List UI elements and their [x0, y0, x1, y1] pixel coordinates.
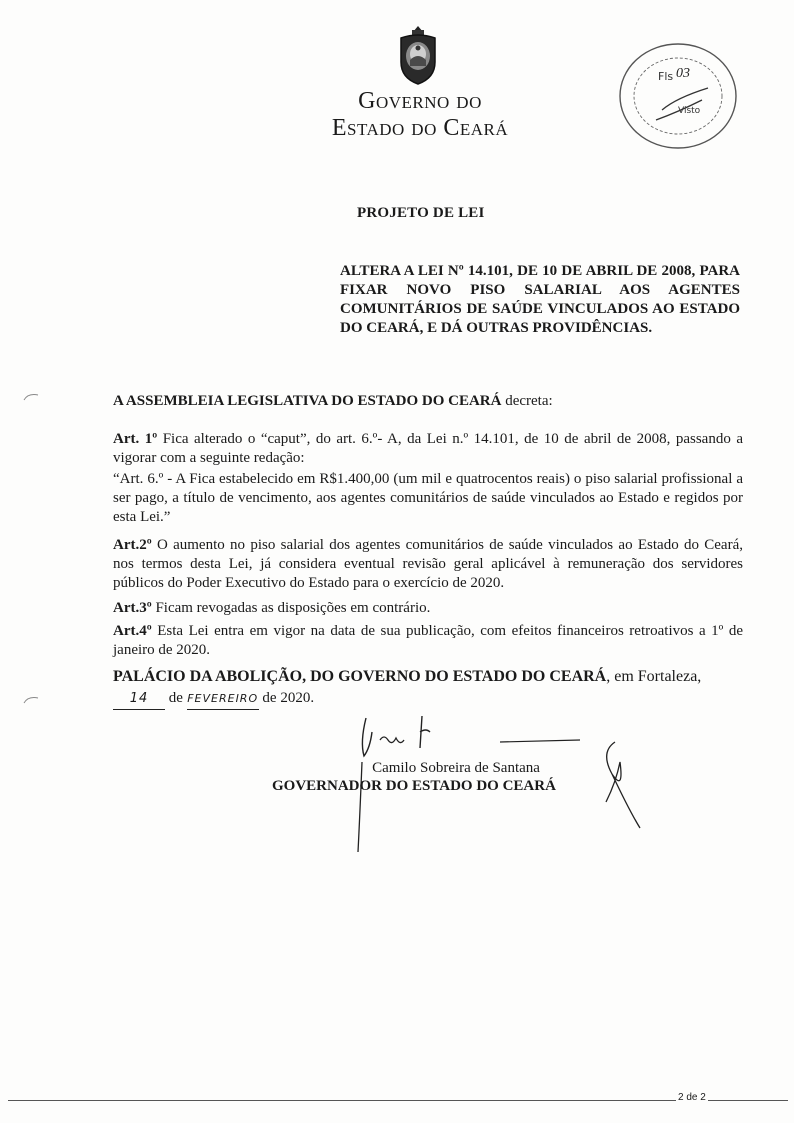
article-2-label: Art.2º: [113, 537, 152, 553]
article-1-label: Art. 1º: [113, 431, 158, 447]
government-title-line1: Governo do: [358, 88, 482, 114]
article-3: [113, 599, 743, 618]
article-1: [113, 430, 743, 468]
bill-heading: PROJETO DE LEI: [357, 205, 485, 221]
place-line: [113, 667, 743, 687]
date-year: de 2020.: [258, 690, 315, 706]
article-4: [113, 622, 743, 660]
stamp-fls-label: Fls: [658, 70, 674, 83]
article-4-text: Esta Lei entra em vigor na data de sua publicação, com efeitos financeiros retroativos a 1º de janeiro de 2020.: [113, 623, 743, 658]
article-4-label: Art.4º: [113, 623, 152, 639]
date-day-handwritten: 14: [113, 689, 165, 710]
stamp-fls-number: 03: [676, 66, 690, 81]
article-2: [113, 536, 743, 593]
page-number: 2 de 2: [678, 1092, 706, 1103]
article-3-text: Ficam revogadas as disposições em contrário.: [151, 600, 431, 616]
date-line: [113, 688, 513, 710]
protocol-stamp: [616, 40, 740, 152]
government-title: [300, 88, 540, 142]
place-line-rest: , em Fortaleza,: [606, 668, 702, 685]
enacting-clause: [113, 392, 743, 411]
government-title-line2: Estado do Ceará: [331, 114, 509, 141]
signatory-title: GOVERNADOR DO ESTADO DO CEARÁ: [272, 778, 556, 794]
enacting-clause-rest: decreta:: [501, 393, 553, 409]
margin-mark-icon: [22, 695, 40, 705]
margin-mark-icon: [22, 392, 40, 402]
article-2-text: O aumento no piso salarial dos agentes comunitários de saúde vinculados ao Estado do Ceará, nos termos desta Lei, já considera eventual revisão geral aplicável à remuneração dos servidores públicos do Poder Executivo do Estado para o exercício de 2020.: [113, 537, 743, 591]
footer-rule: [8, 1100, 788, 1101]
signatory-name: Camilo Sobreira de Santana: [372, 760, 540, 776]
article-1-text: Fica alterado o “caput”, do art. 6.º- A, da Lei n.º 14.101, de 10 de abril de 2008, passando a vigorar com a seguinte redação:: [113, 431, 743, 466]
state-coat-of-arms-icon: [395, 24, 441, 86]
date-month-handwritten: FEVEREIRO: [187, 689, 259, 710]
date-separator: de: [165, 690, 187, 706]
article-6a-quote: “Art. 6.º - A Fica estabelecido em R$1.400,00 (um mil e quatrocentos reais) o piso salarial profissional a ser pago, a título de vencimento, aos agentes comunitários de saúde vinculados ao Estado e regidos por esta Lei.”: [113, 471, 743, 525]
place-line-bold: PALÁCIO DA ABOLIÇÃO, DO GOVERNO DO ESTADO DO CEARÁ: [113, 668, 607, 685]
enacting-clause-bold: A ASSEMBLEIA LEGISLATIVA DO ESTADO DO CEARÁ: [113, 393, 502, 409]
article-3-label: Art.3º: [113, 600, 152, 616]
bill-summary: ALTERA A LEI Nº 14.101, DE 10 DE ABRIL DE 2008, PARA FIXAR NOVO PISO SALARIAL AOS AGENTES COMUNITÁRIOS DE SAÚDE VINCULADOS AO ESTADO DO CEARÁ, E DÁ OUTRAS PROVIDÊNCIAS.: [340, 263, 740, 336]
stamp-visto-label: Visto: [678, 106, 701, 116]
